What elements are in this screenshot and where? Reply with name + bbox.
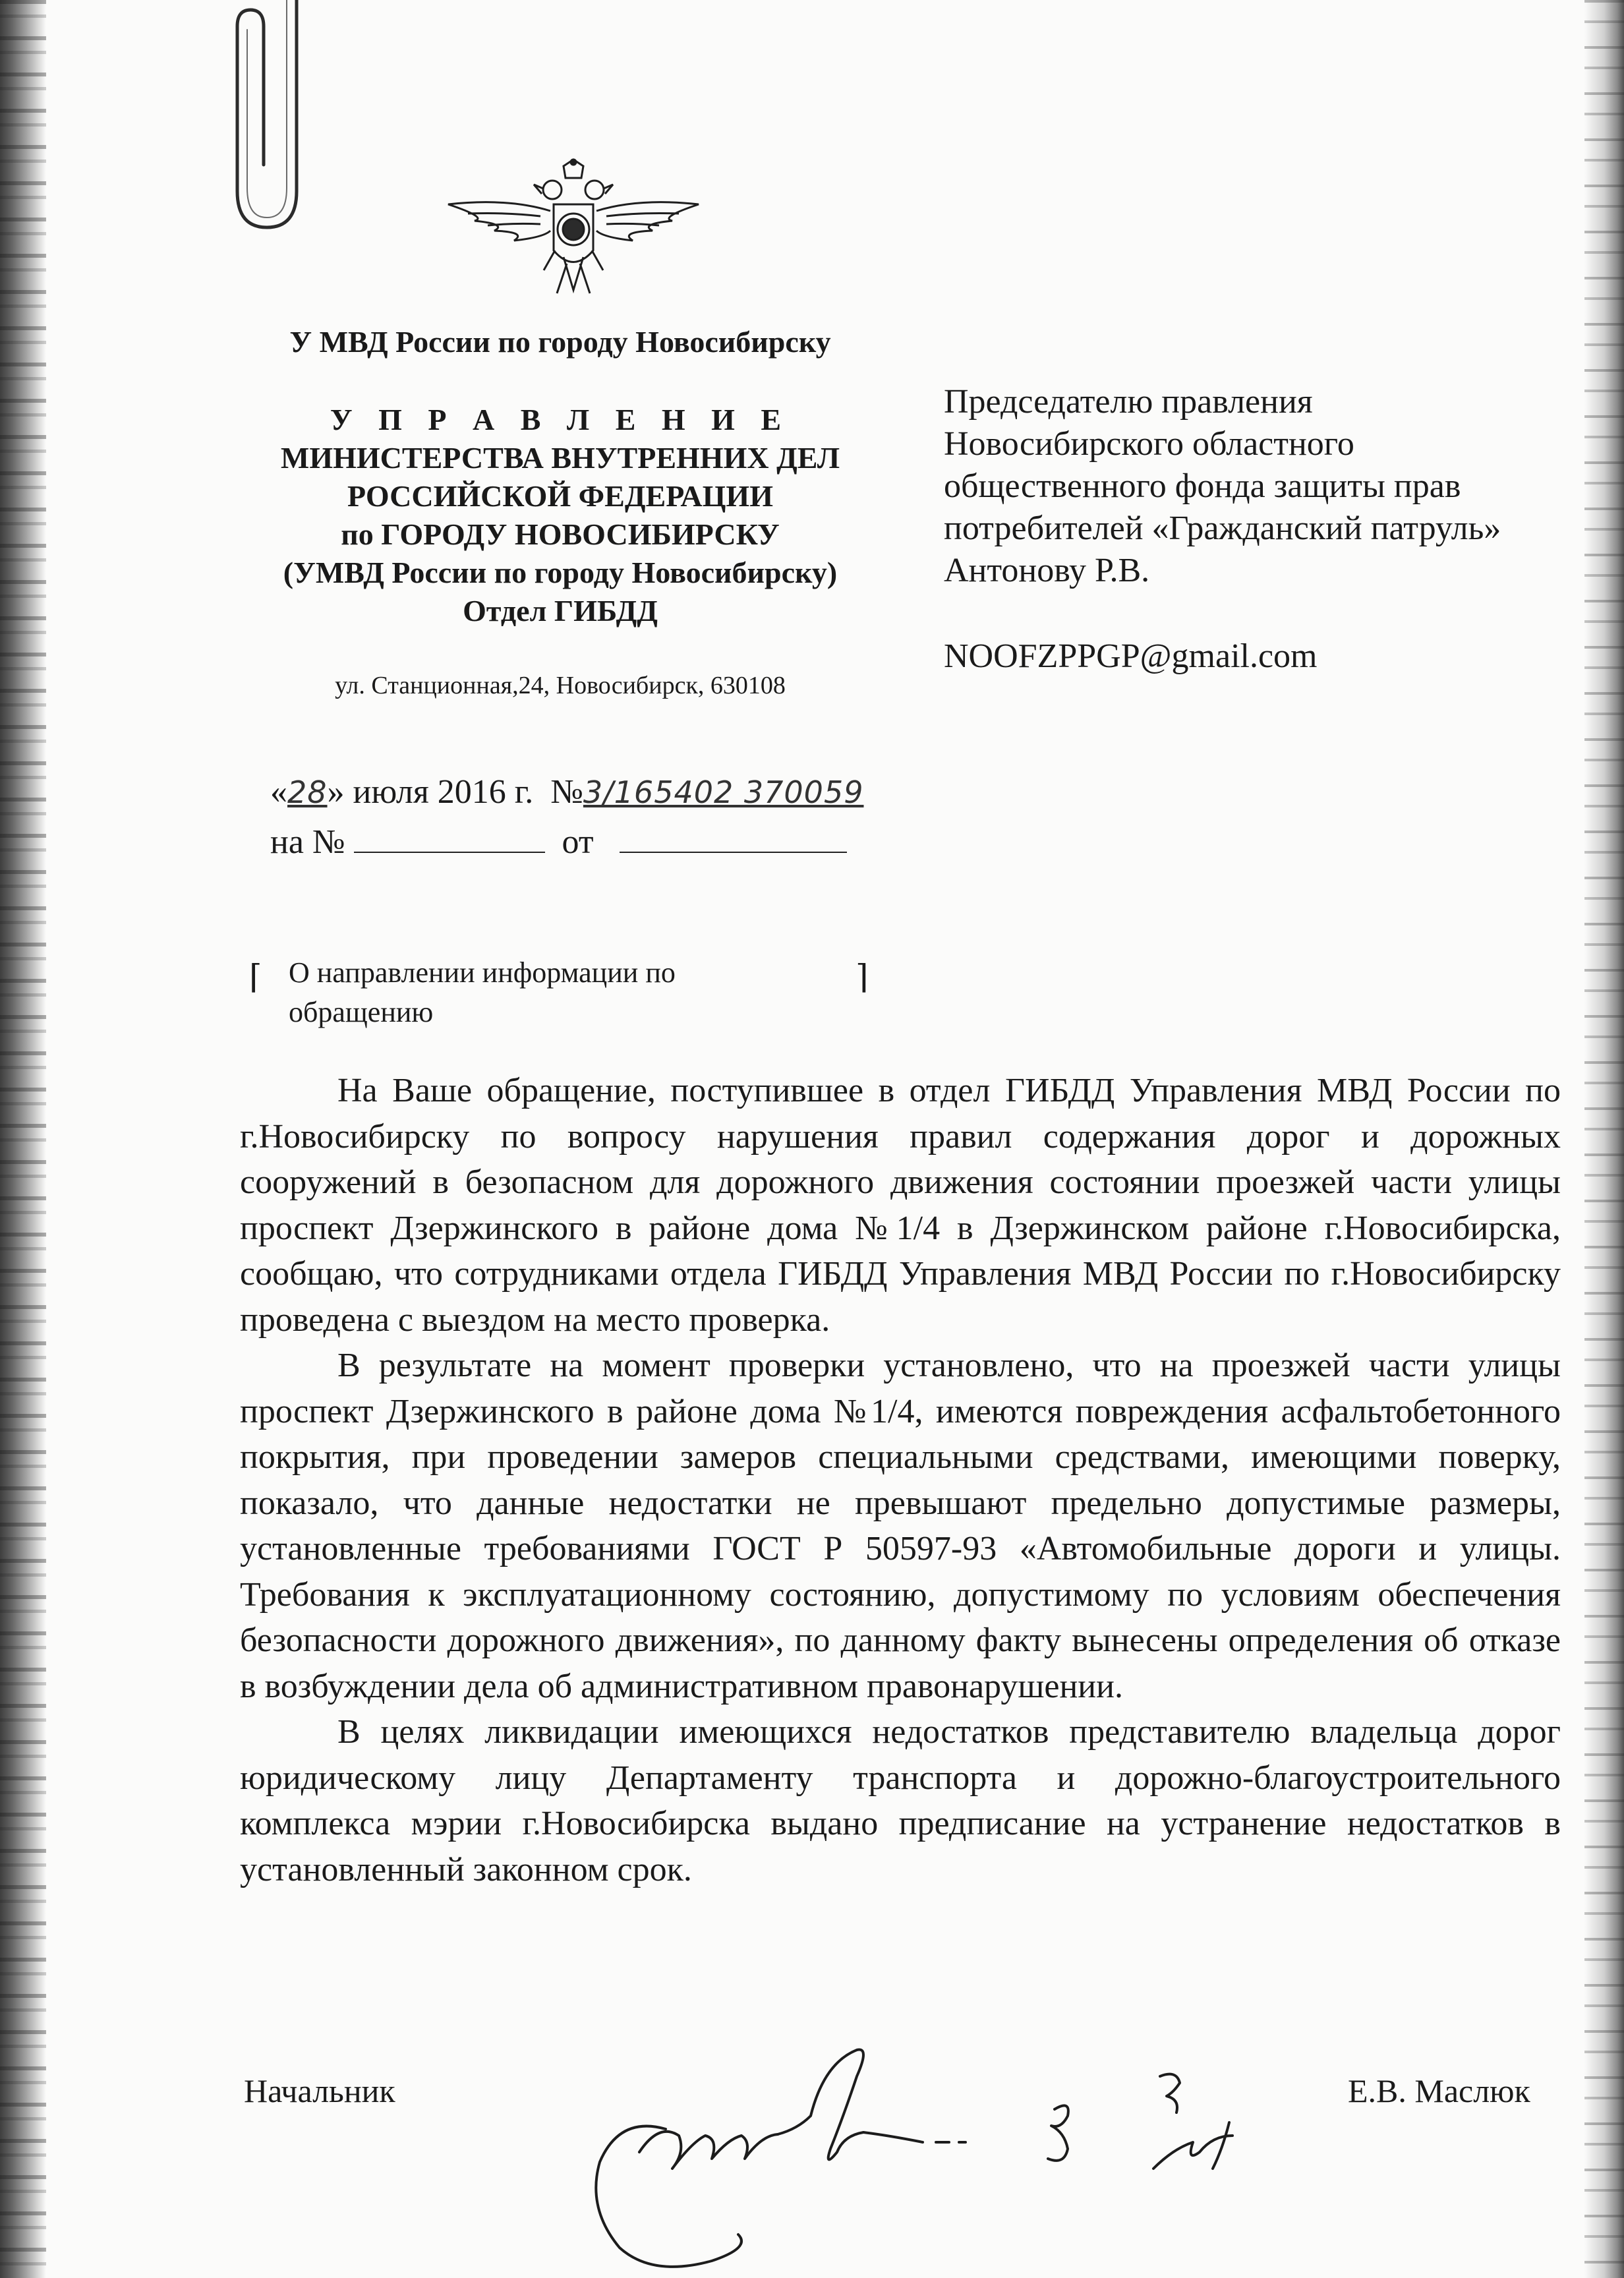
- org-line-3: РОССИЙСКОЙ ФЕДЕРАЦИИ: [347, 479, 773, 513]
- ref-from-label: от: [562, 823, 594, 861]
- date-month-year: » июля 2016 г.: [327, 773, 534, 811]
- paperclip-icon: [198, 0, 310, 244]
- org-line-2: МИНИСТЕРСТВА ВНУТРЕННИХ ДЕЛ: [280, 441, 840, 475]
- date-open-quote: «: [270, 773, 287, 811]
- org-line-5: (УМВД России по городу Новосибирску): [283, 556, 838, 589]
- handwritten-signature: [580, 2037, 1292, 2278]
- signatory-name: Е.В. Маслюк: [1348, 2072, 1530, 2109]
- subject-bracket-right: ⌉: [856, 958, 869, 995]
- addressee-line-3: общественного фонда защиты прав: [944, 467, 1461, 505]
- addressee-line-5: Антонову Р.В.: [944, 552, 1150, 589]
- subject-line-1: О направлении информации по: [289, 956, 676, 989]
- mvd-emblem-icon: [435, 158, 712, 323]
- body-paragraph-1: На Ваше обращение, поступившее в отдел ГИБДД Управления МВД России по г.Новосибирску по вопросу нарушения правил содержания дорог и дорожных сооружений в безопасном для дорожного движения состоянии проезжей части улицы проспект Дзержинского в районе дома №1/4 в Дзержинском районе г.Новосибирска, сообщаю, что сотрудниками отдела ГИБДД Управления МВД России по г.Новосибирску проведена с выездом на место проверка.: [240, 1072, 1561, 1339]
- addressee-line-1: Председателю правления: [944, 383, 1313, 421]
- document-number-handwritten: 3/165402 370059: [583, 774, 864, 810]
- ministry-short-name: У МВД России по городу Новосибирску: [289, 325, 831, 359]
- org-line-4: по ГОРОДУ НОВОСИБИРСКУ: [341, 517, 780, 551]
- scan-edge-right: [1584, 0, 1624, 2278]
- body-paragraph-2: В результате на момент проверки установлено, что на проезжей части улицы проспект Дзержинского в районе дома №1/4, имеются повреждения асфальтобетонного покрытия, при проведении замеров специальными средствами, имеющими поверку, показало, что данные недостатки не превышают предельно допустимые размеры, установленные требованиями ГОСТ Р 50597-93 «Автомобильные дороги и улицы. Требования к эксплуатационному состоянию, допустимому по условиям обеспечения безопасности дорожного движения», по данному факту вынесены определения об отказе в возбуждении дела об административном правонарушении.: [240, 1347, 1561, 1705]
- org-line-1: У П Р А В Л Е Н И Е: [330, 403, 791, 436]
- addressee-line-4: потребителей «Гражданский патруль»: [944, 510, 1501, 547]
- sender-address: ул. Станционная,24, Новосибирск, 630108: [335, 672, 786, 699]
- body-paragraph-3: В целях ликвидации имеющихся недостатков представителю владельца дорог юридическому лицу Департаменту транспорта и дорожно-благоустроительного комплекса мэрии г.Новосибирска выдано предписание на устранение недостатков в установленный законном срок.: [240, 1713, 1561, 1888]
- scan-edge-left: [0, 0, 46, 2278]
- document-date-line: [270, 773, 863, 811]
- org-line-6: Отдел ГИБДД: [463, 594, 658, 628]
- reference-line: [270, 823, 847, 862]
- signatory-title: Начальник: [244, 2072, 395, 2109]
- subject-block: [249, 953, 869, 1032]
- organization-block: [218, 401, 903, 630]
- subject-bracket-left: ⌈: [249, 958, 262, 995]
- letter-body: [240, 1068, 1561, 1892]
- addressee-line-2: Новосибирского областного: [944, 425, 1354, 463]
- ref-date-blank: [620, 824, 847, 853]
- number-label: №: [550, 773, 583, 811]
- subject-line-2: обращению: [289, 996, 434, 1028]
- ref-number-label: на №: [270, 823, 345, 861]
- ref-number-blank: [354, 824, 545, 853]
- addressee-email: NOOFZPPGP@gmail.com: [944, 637, 1318, 675]
- addressee-block: [944, 381, 1501, 678]
- date-day-handwritten: 28: [287, 774, 328, 810]
